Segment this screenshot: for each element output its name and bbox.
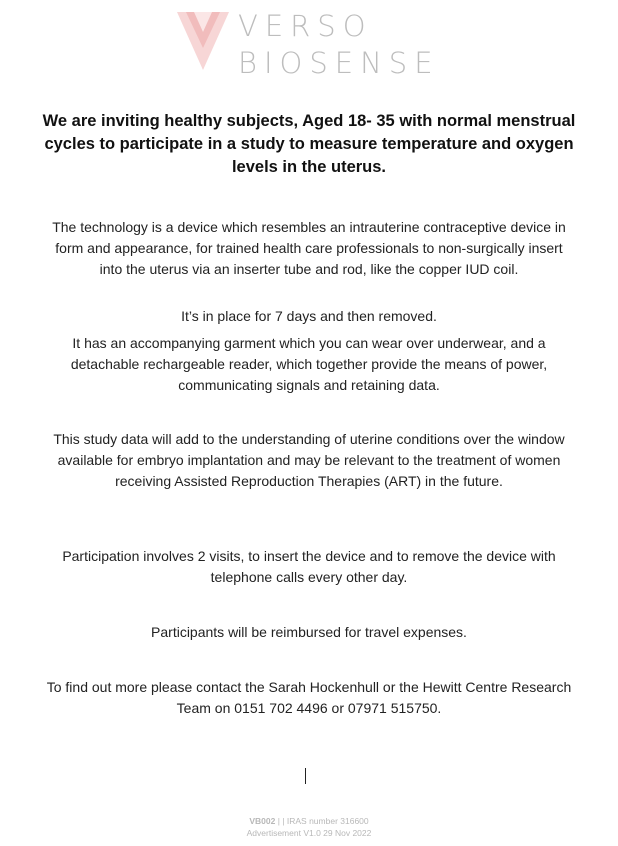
text-cursor bbox=[305, 768, 306, 784]
footer-iras-number: IRAS number 316600 bbox=[286, 816, 369, 826]
footer bbox=[0, 815, 618, 839]
paragraph-garment: It has an accompanying garment which you can wear over underwear, and a detachable rechargeable reader, which together provide the means of power, communicating signals and retaining data. bbox=[70, 335, 548, 393]
logo-word-biosense: BIOSENSE bbox=[238, 46, 440, 80]
footer-document-code: VB002 bbox=[249, 816, 276, 826]
verso-biosense-logo bbox=[174, 6, 440, 80]
paragraph-device-description: The technology is a device which resembles an intrauterine contraceptive device in form and appearance, for trained health care professionals to non-surgically insert into the uterus via an inserter tube and rod, like the copper IUD coil. bbox=[52, 219, 566, 277]
paragraph-study-data: This study data will add to the understanding of uterine conditions over the window available for embryo implantation and may be relevant to the treatment of women receiving Assisted Reproduction Therapies (ART) in the future. bbox=[53, 431, 565, 489]
paragraph-reimbursement: Participants will be reimbursed for travel expenses. bbox=[151, 624, 467, 640]
footer-version: Advertisement V1.0 29 Nov 2022 bbox=[246, 828, 372, 838]
headline: We are inviting healthy subjects, Aged 18- 35 with normal menstrual cycles to participate in a study to measure temperature and oxygen levels in the uterus. bbox=[42, 112, 576, 176]
paragraph-contact: To find out more please contact the Sarah Hockenhull or the Hewitt Centre Research Team on 0151 702 4496 or 07971 515750. bbox=[46, 679, 572, 716]
verso-triangle-mark-icon bbox=[176, 10, 230, 72]
paragraph-duration: It’s in place for 7 days and then removed. bbox=[181, 308, 437, 324]
footer-separator: | | bbox=[275, 816, 287, 826]
logo-word-verso: VERSO bbox=[238, 9, 373, 43]
footer-line-1 bbox=[0, 815, 618, 827]
paragraph-participation: Participation involves 2 visits, to insert the device and to remove the device with telephone calls every other day. bbox=[62, 548, 556, 585]
